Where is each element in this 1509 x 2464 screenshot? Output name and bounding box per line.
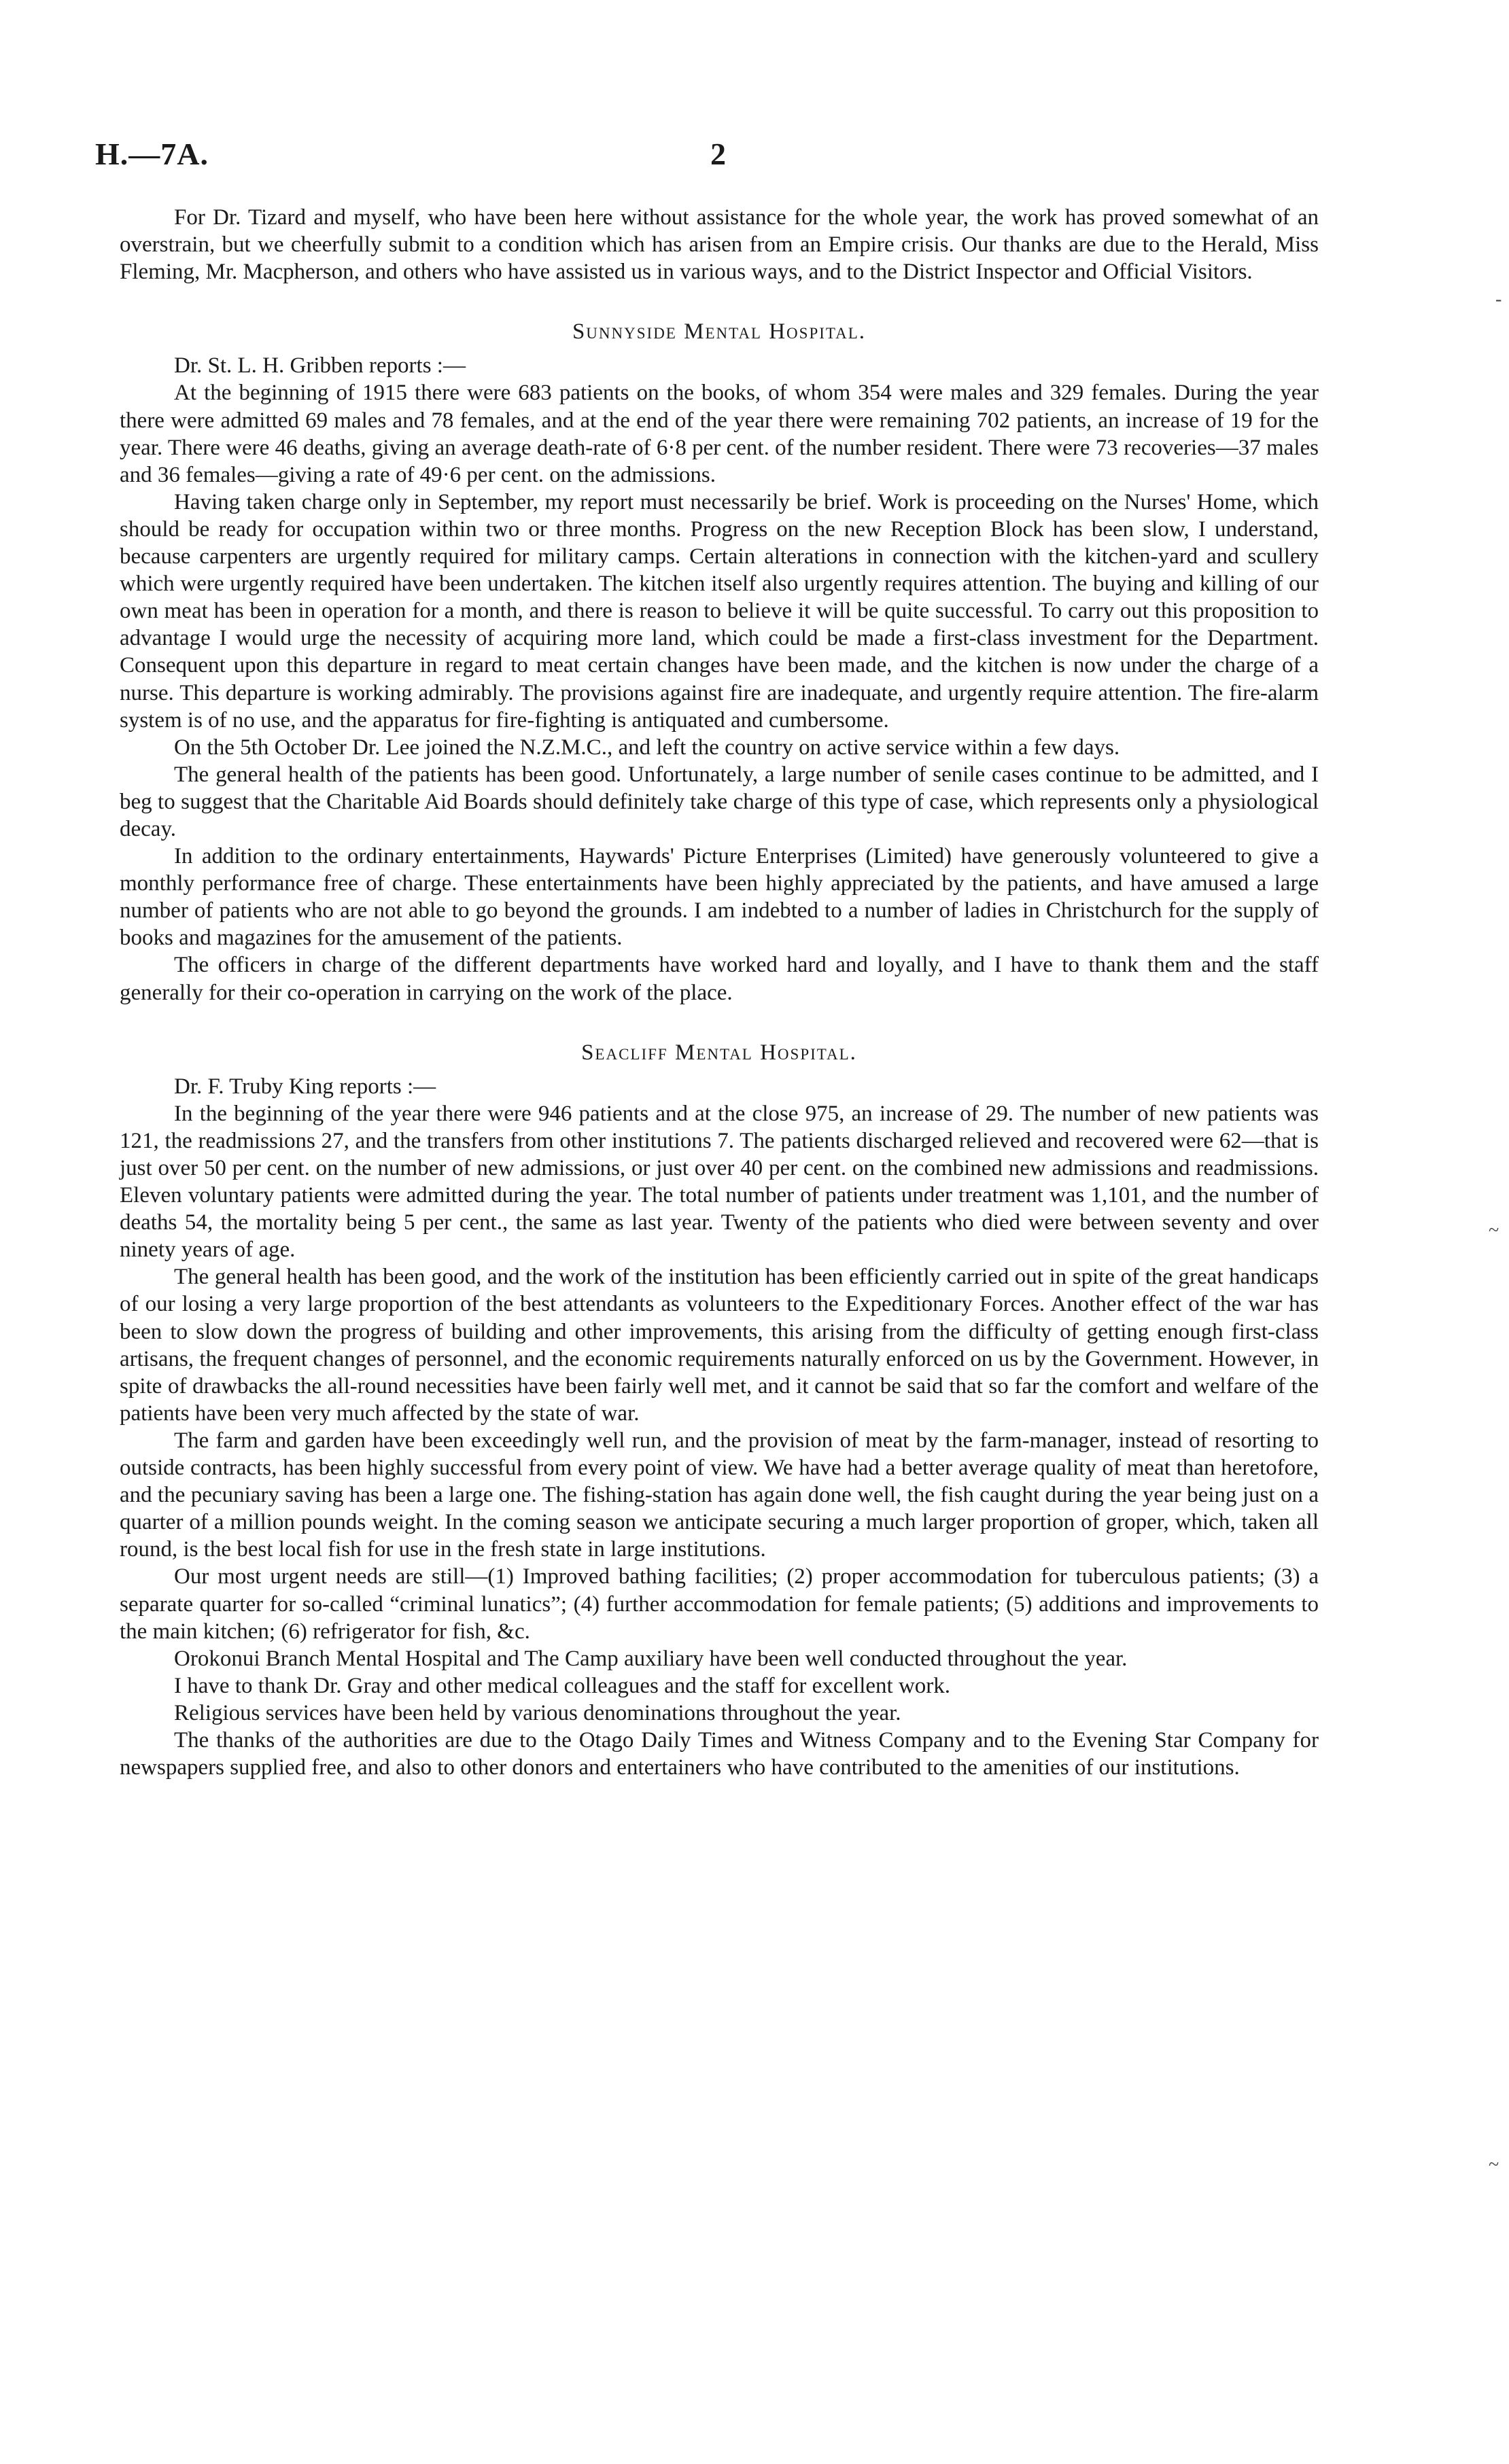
sunnyside-paragraph: In addition to the ordinary entertainments, Haywards' Picture Enterprises (Limited) have generously volunteered to give a monthly performance free of charge. These entertainments have been highly appreciated by the patients, and have amused a large number of patients who are not able to go beyond the grounds. I am indebted to a number of ladies in Christchurch for the supply of books and magazines for the amusement of the patients.	[120, 844, 1319, 951]
page-header	[95, 136, 1387, 177]
seacliff-paragraph: The general health has been good, and the work of the institution has been efficiently carried out in spite of the great handicaps of our losing a very large proportion of the best attendants as volunteers to the Expeditionary Forces. Another effect of the war has been to slow down the progress of building and other improvements, this arising from the difficulty of getting enough first-class artisans, the frequent changes of personnel, and the economic requirements naturally enforced on us by the Government. However, in spite of drawbacks the all-round necessities have been fairly well met, and it cannot be said that so far the comfort and welfare of the patients have been very much affected by the state of war.	[120, 1265, 1319, 1426]
seacliff-paragraph: I have to thank Dr. Gray and other medical colleagues and the staff for excellent work.	[174, 1673, 951, 1698]
series-reference: H.—7A.	[95, 137, 209, 171]
scan-mark: ~	[1489, 1220, 1499, 1241]
seacliff-paragraph: Our most urgent needs are still—(1) Improved bathing facilities; (2) proper accommodation for tuberculous patients; (3) a separate quarter for so-called “criminal lunatics”; (4) further accommodation for female patients; (5) additions and improvements to the main kitchen; (6) refrigerator for fish, &c.	[120, 1564, 1319, 1644]
sunnyside-paragraph: The general health of the patients has been good. Unfortunately, a large number of senile cases continue to be admitted, and I beg to suggest that the Charitable Aid Boards should definitely take charge of this type of case, which represents only a physiological decay.	[120, 762, 1319, 841]
sunnyside-paragraph: Having taken charge only in September, my report must necessarily be brief. Work is proceeding on the Nurses' Home, which should be ready for occupation within two or three months. Progress on the new Reception Block has been slow, I understand, because carpenters are urgently required for military camps. Certain alterations in connection with the kitchen-yard and scullery which were urgently required have been undertaken. The kitchen itself also urgently requires attention. The buying and killing of our own meat has been in operation for a month, and there is reason to believe it will be quite successful. To carry out this proposition to advantage I would urge the necessity of acquiring more land, which could be made a first-class investment for the Department. Consequent upon this departure in regard to meat certain changes have been made, and the kitchen is now under the charge of a nurse. This departure is working admirably. The provisions against fire are inadequate, and urgently require attention. The fire-alarm system is of no use, and the apparatus for fire-fighting is antiquated and cumbersome.	[120, 489, 1319, 733]
seacliff-paragraph: Religious services have been held by various denominations throughout the year.	[174, 1700, 901, 1725]
scan-mark: -	[1495, 289, 1502, 310]
scan-mark: ~	[1489, 2154, 1499, 2175]
sunnyside-paragraph: At the beginning of 1915 there were 683 patients on the books, of whom 354 were males and 329 females. During the year there were admitted 69 males and 78 females, and at the end of the year there were remaining 702 patients, an increase of 19 for the year. There were 46 deaths, giving an average death-rate of 6·8 per cent. of the number resident. There were 73 recoveries—37 males and 36 females—giving a rate of 49·6 per cent. on the admissions.	[120, 381, 1319, 487]
sunnyside-heading: Sunnyside Mental Hospital.	[572, 319, 867, 345]
seacliff-paragraph: The thanks of the authorities are due to the Otago Daily Times and Witness Company and to the Evening Star Company for newspapers supplied free, and also to other donors and entertainers who have contributed to the amenities of our institutions.	[120, 1727, 1319, 1780]
sunnyside-paragraph: On the 5th October Dr. Lee joined the N.Z.M.C., and left the country on active service within a few days.	[174, 735, 1120, 760]
seacliff-paragraph: Orokonui Branch Mental Hospital and The Camp auxiliary have been well conducted throughout the year.	[174, 1646, 1128, 1671]
sunnyside-paragraph: The officers in charge of the different departments have worked hard and loyally, and I have to thank them and the staff generally for their co-operation in carrying on the work of the place.	[120, 953, 1319, 1005]
sunnyside-reporter: Dr. St. L. H. Gribben reports :—	[174, 353, 466, 379]
seacliff-heading: Seacliff Mental Hospital.	[581, 1040, 857, 1065]
seacliff-reporter: Dr. F. Truby King reports :—	[174, 1074, 436, 1099]
report-body	[120, 204, 1319, 1781]
seacliff-paragraph: In the beginning of the year there were 946 patients and at the close 975, an increase of 29. The number of new patients was 121, the readmissions 27, and the transfers from other institutions 7. The patients discharged relieved and recovered were 62—that is just over 50 per cent. on the number of new admissions, or just over 40 per cent. on the combined new admissions and readmissions. Eleven voluntary patients were admitted during the year. The total number of patients under treatment was 1,101, and the number of deaths 54, the mortality being 5 per cent., the same as last year. Twenty of the patients who died were between seventy and over ninety years of age.	[120, 1101, 1319, 1263]
intro-paragraph: For Dr. Tizard and myself, who have been here without assistance for the whole year, the work has proved somewhat of an overstrain, but we cheerfully submit to a condition which has arisen from an Empire crisis. Our thanks are due to the Herald, Miss Fleming, Mr. Macpherson, and others who have assisted us in various ways, and to the District Inspector and Official Visitors.	[120, 205, 1319, 285]
seacliff-paragraph: The farm and garden have been exceedingly well run, and the provision of meat by the farm-manager, instead of resorting to outside contracts, has been highly successful from every point of view. We have had a better average quality of meat than heretofore, and the pecuniary saving has been a large one. The fishing-station has again done well, the fish caught during the year being just on a quarter of a million pounds weight. In the coming season we anticipate securing a much larger proportion of groper, which, taken all round, is the best local fish for use in the fresh state in large institutions.	[120, 1428, 1319, 1562]
page-number: 2	[710, 137, 726, 171]
